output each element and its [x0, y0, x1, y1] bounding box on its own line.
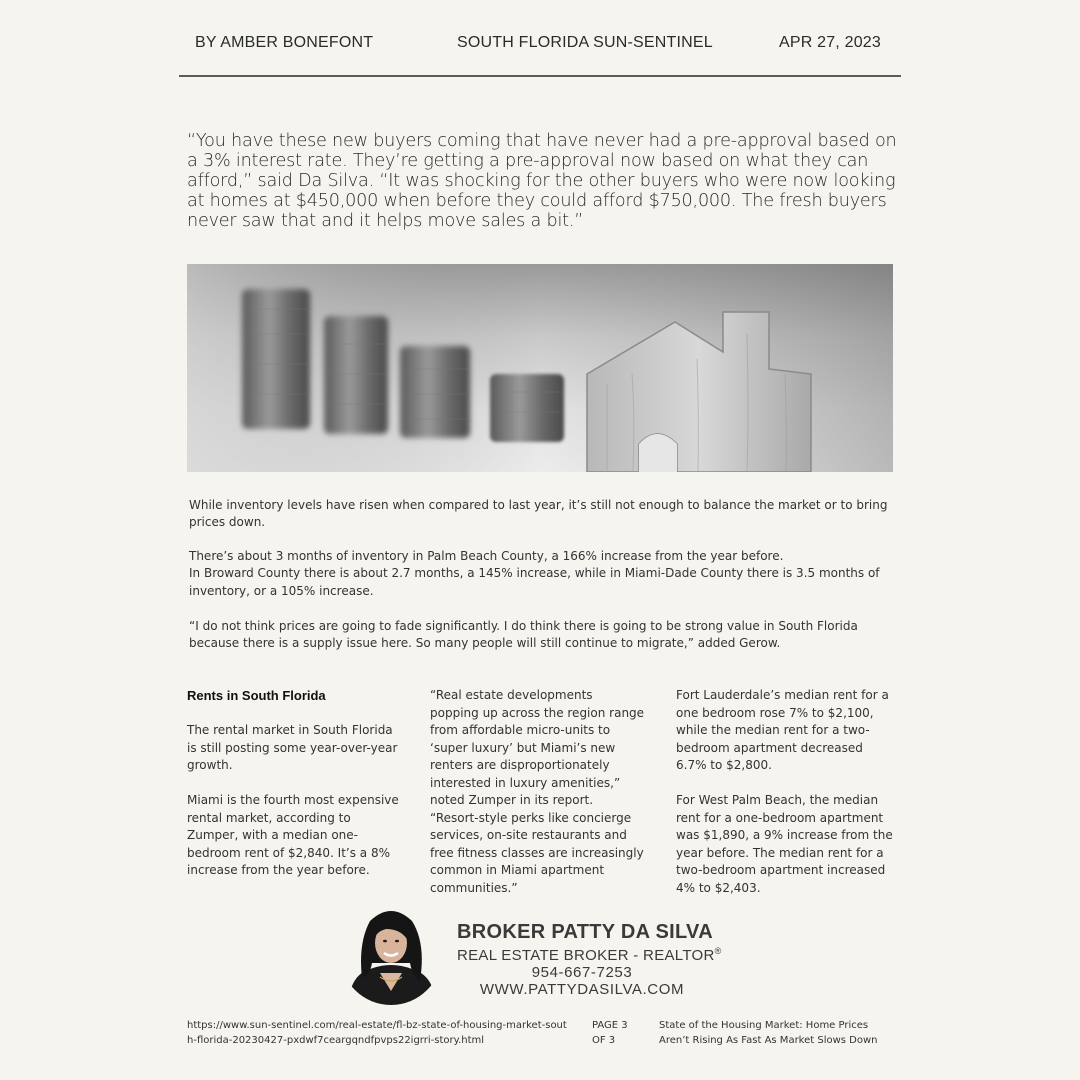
pull-quote: “You have these new buyers coming that have never had a pre-approval based on a 3% interest rate. They’re getting a pre-approval now based on what they can afford,” said Da Silva. “It was shocking for the other buyers who were now looking at homes at $450,000 when before they could afford $750,000. The fresh buyers never saw that and it helps move sales a bit.”: [187, 131, 897, 231]
agent-title: [457, 943, 727, 964]
agent-name: BROKER PATTY DA SILVA: [457, 921, 713, 943]
zumper-quote-paragraph: “Real estate developments popping up across the region range from affordable micro-units to ‘super luxury’ but Miami’s new renters are disproportionately interested in luxury amenities,” noted Zumper in its report. “Resort-style perks like concierge services, on-site restaurants and free fitness classes are increasingly common in Miami apartment communities.”: [430, 688, 645, 895]
page-number: PAGE 3 OF 3: [592, 1020, 628, 1046]
broward-miami-stat: In Broward County there is about 2.7 months, a 145% increase, while in Miami-Dade County there is 3.5 months of inventory, or a 105% increase.: [189, 566, 880, 598]
fort-lauderdale-rent-paragraph: Fort Lauderdale’s median rent for a one bedroom rose 7% to $2,100, while the median rent for a two-bedroom apartment decreased 6.7% to $2,800.: [676, 688, 889, 772]
rental-growth-paragraph: The rental market in South Florida is still posting some year-over-year growth.: [187, 723, 398, 772]
agent-contact-block: [457, 921, 727, 999]
rents-column-3: [676, 687, 894, 915]
source-url[interactable]: https://www.sun-sentinel.com/real-estate/fl-bz-state-of-housing-market-south-florida-20230427-pxdwf7ceargqndfpvps22igrri-story.html: [187, 1020, 567, 1046]
publication-date: APR 27, 2023: [778, 34, 881, 51]
header-divider: [179, 75, 901, 77]
author-byline: BY AMBER BONEFONT: [195, 34, 374, 51]
gerow-quote-paragraph: “I do not think prices are going to fade significantly. I do think there is going to be strong value in South Florida because there is a supply issue here. So many people will still continue to migrate,” added Gerow.: [189, 619, 858, 651]
agent-title-text: REAL ESTATE BROKER - REALTOR: [457, 947, 715, 964]
rents-column-2: [430, 687, 645, 915]
palm-beach-stat: There’s about 3 months of inventory in Palm Beach County, a 166% increase from the year before.: [189, 549, 784, 563]
miami-rent-paragraph: Miami is the fourth most expensive rental market, according to Zumper, with a median one-bedroom rent of $2,840. It’s a 8% increase from the year before.: [187, 793, 399, 877]
publication-name: SOUTH FLORIDA SUN-SENTINEL: [457, 34, 713, 51]
rents-section-heading: Rents in South Florida: [187, 688, 326, 703]
article-title-footer: State of the Housing Market: Home Prices Aren’t Rising As Fast As Market Slows Down: [659, 1020, 878, 1046]
agent-website[interactable]: WWW.PATTYDASILVA.COM: [479, 981, 685, 998]
agent-phone[interactable]: 954-667-7253: [531, 964, 633, 981]
inventory-paragraph: While inventory levels have risen when compared to last year, it’s still not enough to balance the market or to bring prices down.: [189, 498, 888, 530]
registered-mark: ®: [714, 946, 722, 956]
west-palm-rent-paragraph: For West Palm Beach, the median rent for a one-bedroom apartment was $1,890, a 9% increase from the year before. The median rent for a two-bedroom apartment increased 4% to $2,403.: [676, 793, 893, 895]
inventory-stats-paragraph: [189, 548, 894, 600]
rents-column-1: [187, 687, 402, 897]
agent-portrait-photo: [340, 903, 442, 1005]
coins-and-house-photo: [187, 264, 893, 472]
article-byline-header: [180, 34, 900, 54]
